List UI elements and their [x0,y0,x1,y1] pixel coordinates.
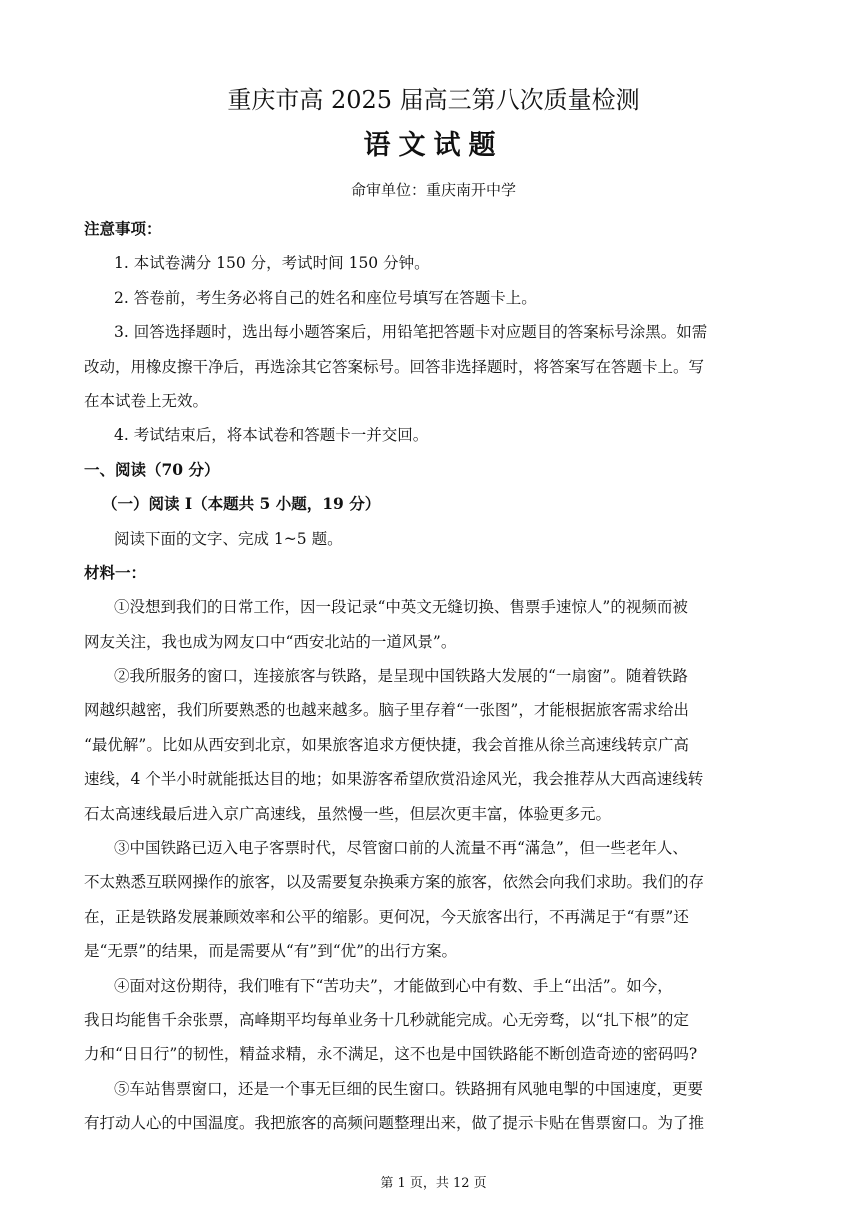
passage-paragraph-start: ④面对这份期待，我们唯有下“苦功夫”，才能做到心中有数、手上“出活”。如今， [114,976,673,995]
notice-item: 3. 回答选择题时，选出每小题答案后，用铅笔把答题卡对应题目的答案标号涂黑。如需 [114,323,708,342]
passage-line: 在，正是铁路发展兼顾效率和公平的缩影。更何况，今天旅客出行，不再满足于“有票”还 [84,907,689,926]
passage-line: 网越织越密，我们所要熟悉的也越来越多。脑子里存着“一张图”，才能根据旅客需求给出 [84,701,689,720]
passage-line: 石太高速线最后进入京广高速线，虽然慢一些，但层次更丰富，体验更多元。 [84,804,612,823]
section-heading: 一、阅读（70 分） [84,459,220,479]
passage-paragraph-start: ①没想到我们的日常工作，因一段记录“中英文无缝切换、售票手速惊人”的视频而被 [114,598,688,617]
notice-heading: 注意事项： [84,219,162,238]
notice-item-continued: 在本试卷上无效。 [84,391,209,410]
notice-item-continued: 改动，用橡皮擦干净后，再选涂其它答案标号。回答非选择题时，将答案写在答题卡上。写 [84,357,705,376]
passage-line: 网友关注，我也成为网友口中“西安北站的一道风景”。 [84,632,457,651]
page-footer: 第 1 页，共 12 页 [380,1176,487,1191]
notice-item: 4. 考试结束后，将本试卷和答题卡一并交回。 [114,426,429,445]
passage-line: 速线，4 个半小时就能抵达目的地；如果游客希望欣赏沿途风光，我会推荐从大西高速线转 [84,770,704,789]
author-line: 命审单位：重庆南开中学 [350,181,516,199]
exam-title: 重庆市高 2025 届高三第八次质量检测 [227,86,640,114]
passage-line: 不太熟悉互联网操作的旅客，以及需要复杂换乘方案的旅客，依然会向我们求助。我们的存 [84,873,705,892]
notice-item: 2. 答卷前，考生务必将自己的姓名和座位号填写在答题卡上。 [114,288,537,307]
instruction-text: 阅读下面的文字、完成 1~5 题。 [114,529,343,548]
passage-paragraph-start: ③中国铁路已迈入电子客票时代，尽管窗口前的人流量不再“滿急”，但一些老年人、 [114,839,688,858]
passage-line: “最优解”。比如从西安到北京，如果旅客追求方便快捷，我会首推从徐兰高速线转京广高 [84,735,689,754]
passage-paragraph-start: ②我所服务的窗口，连接旅客与铁路，是呈现中国铁路大发展的“一扇窗”。随着铁路 [114,667,688,686]
document-body [84,212,784,1141]
material-label: 材料一： [84,562,147,582]
passage-paragraph-start: ⑤车站售票窗口，还是一个事无巨细的民生窗口。铁路拥有风驰电掣的中国速度，更要 [114,1079,704,1098]
passage-line: 我日均能售千余张票，高峰期平均每单业务十几秒就能完成。心无旁骛，以“扎下根”的定 [84,1010,689,1029]
passage-line: 力和“日日行”的韧性，精益求精，永不满足，这不也是中国铁路能不断创造奇迹的密码吗? [84,1045,698,1064]
passage-line: 有打动人心的中国温度。我把旅客的高频问题整理出来，做了提示卡贴在售票窗口。为了推 [84,1114,705,1133]
notice-item: 1. 本试卷满分 150 分，考试时间 150 分钟。 [114,254,430,273]
passage-line: 是“无票”的结果，而是需要从“有”到“优”的出行方案。 [84,942,458,961]
subsection-heading: （一）阅读 I（本题共 5 小题，19 分） [102,494,381,514]
subject-title: 语文试题 [363,130,504,161]
